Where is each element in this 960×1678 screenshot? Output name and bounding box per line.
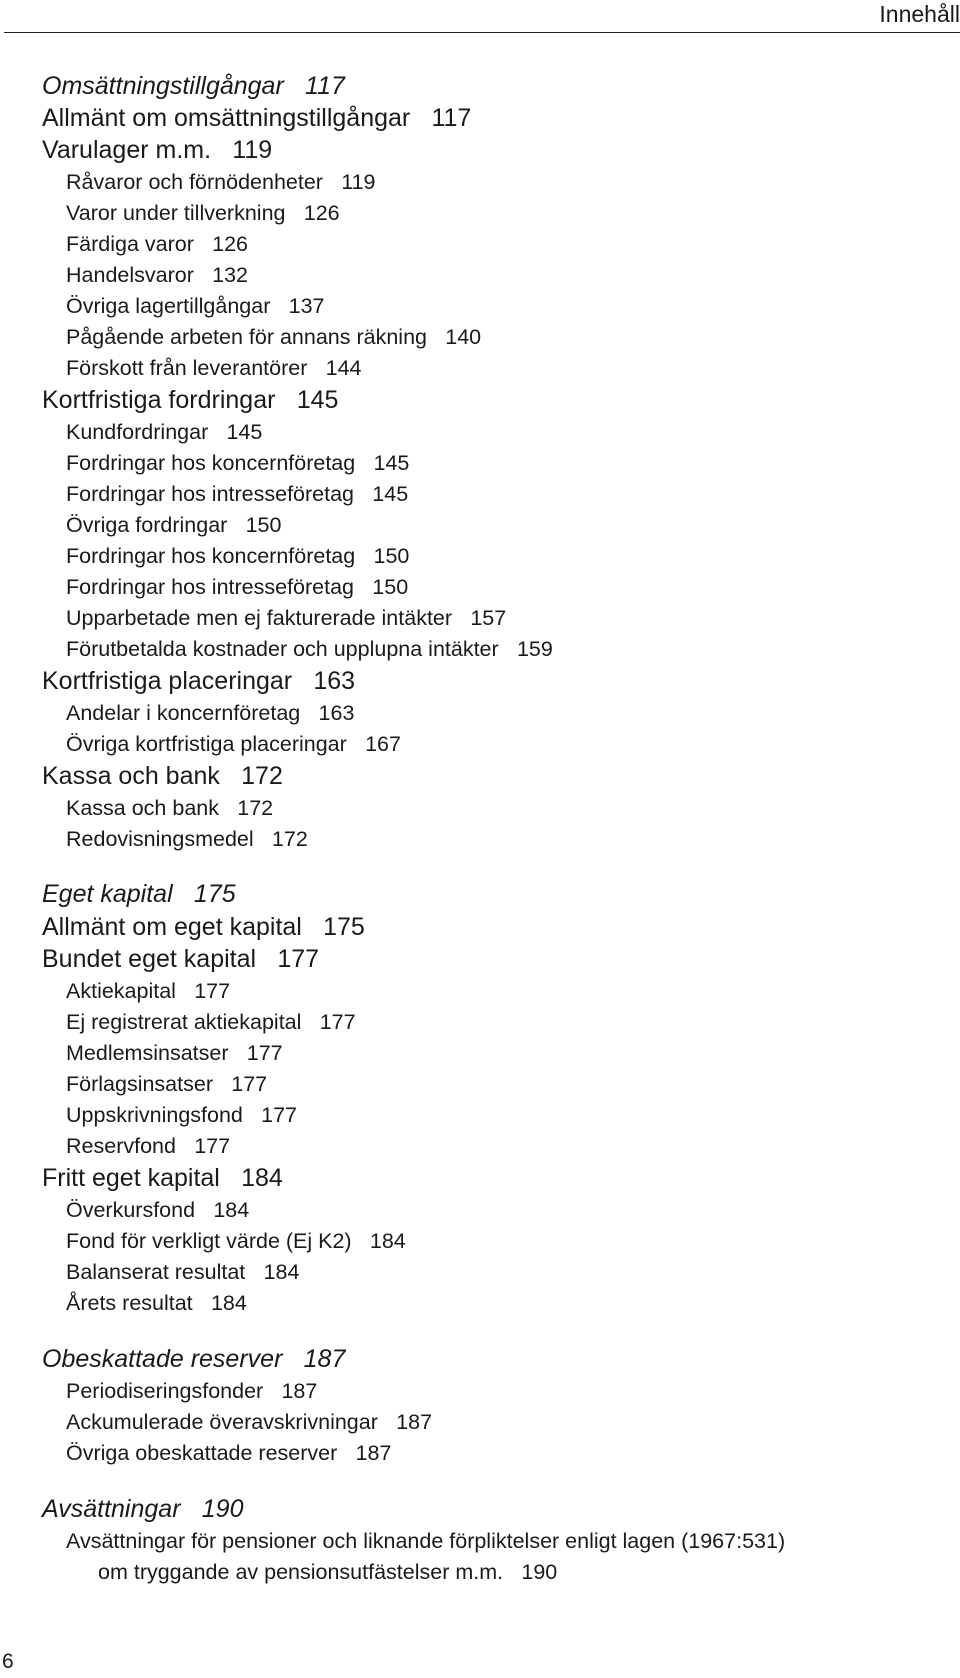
toc-entry-page: 187 bbox=[396, 1410, 433, 1434]
toc-subentry[interactable] bbox=[66, 419, 262, 445]
toc-entry-page: 177 bbox=[319, 1010, 356, 1034]
running-header: Innehåll bbox=[879, 1, 960, 27]
toc-section-heading[interactable] bbox=[42, 71, 345, 101]
toc-subentry[interactable] bbox=[66, 1290, 247, 1316]
toc-entry-page: 190 bbox=[201, 1495, 244, 1523]
toc-subentry[interactable] bbox=[66, 605, 506, 631]
toc-entry-page: 117 bbox=[431, 104, 472, 132]
toc-entry-page: 187 bbox=[303, 1345, 346, 1373]
toc-entry-page: 177 bbox=[194, 1134, 231, 1158]
toc-section-heading[interactable] bbox=[42, 1344, 345, 1374]
toc-entry-title: Kassa och bank bbox=[66, 796, 219, 820]
toc-entry-page: 119 bbox=[341, 170, 376, 194]
toc-entry[interactable] bbox=[42, 761, 283, 791]
header-rule bbox=[4, 32, 960, 33]
toc-entry-page: 177 bbox=[246, 1041, 283, 1065]
toc-section-heading[interactable] bbox=[42, 1494, 243, 1524]
toc-entry-page: 126 bbox=[212, 232, 248, 256]
toc-entry-title: Förskott från leverantörer bbox=[66, 356, 308, 380]
toc-subentry[interactable] bbox=[66, 512, 281, 538]
toc-entry-title: Fritt eget kapital bbox=[42, 1164, 220, 1192]
toc-entry-page: 132 bbox=[212, 263, 249, 287]
toc-subentry[interactable] bbox=[66, 1409, 432, 1435]
toc-entry-title: Balanserat resultat bbox=[66, 1260, 246, 1284]
toc-entry-title: Förlagsinsatser bbox=[66, 1072, 213, 1096]
toc-entry-page: 145 bbox=[372, 482, 409, 506]
toc-subentry[interactable] bbox=[66, 978, 230, 1004]
toc-entry[interactable] bbox=[42, 912, 365, 942]
toc-entry-title: Redovisningsmedel bbox=[66, 827, 254, 851]
toc-subentry[interactable] bbox=[66, 169, 376, 195]
toc-subentry[interactable] bbox=[66, 200, 340, 226]
toc-entry-page: 119 bbox=[232, 136, 273, 164]
toc-entry-page: 150 bbox=[372, 575, 409, 599]
toc-entry-page: 150 bbox=[245, 513, 282, 537]
toc-entry-page: 187 bbox=[355, 1441, 392, 1465]
toc-entry-page: 145 bbox=[296, 386, 339, 414]
toc-entry-title: Periodiseringsfonder bbox=[66, 1379, 264, 1403]
toc-entry-title: Kortfristiga placeringar bbox=[42, 667, 293, 695]
toc-entry-title: Varor under tillverkning bbox=[66, 201, 286, 225]
toc-entry-title: Omsättningstillgångar bbox=[42, 72, 284, 100]
toc-entry[interactable] bbox=[42, 944, 319, 974]
toc-entry-page: 126 bbox=[303, 201, 340, 225]
toc-entry-page: 172 bbox=[241, 762, 283, 790]
toc-entry-title: Handelsvaror bbox=[66, 263, 194, 287]
toc-subentry[interactable] bbox=[66, 1071, 267, 1097]
toc-entry-title: Övriga kortfristiga placeringar bbox=[66, 732, 347, 756]
toc-subentry[interactable] bbox=[66, 355, 362, 381]
toc-entry-page: 167 bbox=[365, 732, 401, 756]
toc-subentry[interactable] bbox=[66, 1259, 299, 1285]
toc-entry-title: Pågående arbeten för annans räkning bbox=[66, 325, 427, 349]
toc-entry-title: Eget kapital bbox=[42, 880, 173, 908]
toc-subentry[interactable] bbox=[66, 1528, 803, 1554]
toc-subentry[interactable] bbox=[66, 700, 354, 726]
toc-entry-title: Övriga fordringar bbox=[66, 513, 228, 537]
toc-entry[interactable] bbox=[42, 666, 355, 696]
toc-entry-title: Kortfristiga fordringar bbox=[42, 386, 276, 414]
toc-entry-page: 190 bbox=[521, 1560, 558, 1584]
toc-entry-title: Allmänt om omsättningstillgångar bbox=[42, 104, 411, 132]
toc-subentry[interactable] bbox=[66, 481, 408, 507]
toc-entry-page: 175 bbox=[323, 913, 365, 941]
toc-entry-title: Aktiekapital bbox=[66, 979, 176, 1003]
toc-entry-page: 117 bbox=[305, 72, 345, 100]
toc-entry-title: Förutbetalda kostnader och upplupna intäkter bbox=[66, 637, 499, 661]
toc-entry-title: Bundet eget kapital bbox=[42, 945, 257, 973]
toc-entry-title: Andelar i koncernföretag bbox=[66, 701, 301, 725]
toc-subentry[interactable] bbox=[66, 293, 325, 319]
toc-entry-page: 157 bbox=[470, 606, 507, 630]
toc-subentry[interactable] bbox=[66, 1102, 297, 1128]
toc-entry-title: Överkursfond bbox=[66, 1198, 196, 1222]
toc-entry-page: 137 bbox=[288, 294, 325, 318]
toc-entry-page: 144 bbox=[325, 356, 362, 380]
toc-entry-title: Reservfond bbox=[66, 1134, 176, 1158]
toc-entry-title: Medlemsinsatser bbox=[66, 1041, 229, 1065]
toc-subentry[interactable] bbox=[66, 1440, 391, 1466]
toc-entry-title: Fordringar hos koncernföretag bbox=[66, 451, 356, 475]
toc-entry[interactable] bbox=[42, 385, 338, 415]
toc-subentry[interactable] bbox=[66, 574, 408, 600]
toc-entry-page: 145 bbox=[373, 451, 410, 475]
toc-entry-title: Avsättningar bbox=[42, 1495, 181, 1523]
toc-subentry[interactable] bbox=[98, 1559, 557, 1585]
toc-subentry[interactable] bbox=[66, 1009, 356, 1035]
toc-subentry[interactable] bbox=[66, 543, 409, 569]
toc-entry-title: Övriga obeskattade reserver bbox=[66, 1441, 338, 1465]
toc-entry-title: Obeskattade reserver bbox=[42, 1345, 283, 1373]
toc-entry-title: Fordringar hos koncernföretag bbox=[66, 544, 356, 568]
toc-entry-title: Fordringar hos intresseföretag bbox=[66, 575, 355, 599]
toc-entry-page: 150 bbox=[373, 544, 410, 568]
toc-subentry[interactable] bbox=[66, 795, 273, 821]
toc-entry-title: Allmänt om eget kapital bbox=[42, 913, 302, 941]
toc-entry-title: Avsättningar för pensioner och liknande förpliktelser enligt lagen (1967:531) bbox=[66, 1529, 786, 1553]
toc-entry-page: 175 bbox=[193, 880, 236, 908]
toc-entry-page: 184 bbox=[369, 1229, 406, 1253]
toc-subentry[interactable] bbox=[66, 450, 409, 476]
toc-entry-title: Varulager m.m. bbox=[42, 136, 212, 164]
toc-entry-page: 163 bbox=[318, 701, 355, 725]
toc-entry-title: Ej registrerat aktiekapital bbox=[66, 1010, 302, 1034]
toc-entry-title: om tryggande av pensionsutfästelser m.m. bbox=[98, 1560, 504, 1584]
toc-subentry[interactable] bbox=[66, 731, 401, 757]
toc-entry-title: Fordringar hos intresseföretag bbox=[66, 482, 355, 506]
toc-entry-page: 172 bbox=[271, 827, 308, 851]
toc-entry-title: Färdiga varor bbox=[66, 232, 194, 256]
toc-entry[interactable] bbox=[42, 135, 272, 165]
toc-entry-title: Ackumulerade överavskrivningar bbox=[66, 1410, 378, 1434]
toc-entry[interactable] bbox=[42, 103, 471, 133]
toc-subentry[interactable] bbox=[66, 636, 553, 662]
toc-entry[interactable] bbox=[42, 1163, 283, 1193]
toc-subentry[interactable] bbox=[66, 262, 248, 288]
toc-entry-page: 140 bbox=[445, 325, 482, 349]
toc-subentry[interactable] bbox=[66, 826, 308, 852]
toc-entry-title: Kundfordringar bbox=[66, 420, 209, 444]
toc-subentry[interactable] bbox=[66, 1133, 230, 1159]
toc-entry-title: Fond för verkligt värde (Ej K2) bbox=[66, 1229, 352, 1253]
toc-subentry[interactable] bbox=[66, 324, 481, 350]
toc-entry-page: 177 bbox=[277, 945, 320, 973]
toc-entry-page: 184 bbox=[210, 1291, 247, 1315]
toc-entry-title: Årets resultat bbox=[66, 1291, 193, 1315]
toc-entry-page: 187 bbox=[281, 1379, 318, 1403]
toc-section-heading[interactable] bbox=[42, 879, 236, 909]
toc-subentry[interactable] bbox=[66, 1228, 406, 1254]
toc-entry-page: 163 bbox=[313, 667, 356, 695]
toc-entry-page: 184 bbox=[263, 1260, 300, 1284]
page-number: 6 bbox=[2, 1650, 14, 1673]
toc-entry-page: 159 bbox=[516, 637, 553, 661]
toc-subentry[interactable] bbox=[66, 1197, 249, 1223]
toc-entry-page: 172 bbox=[237, 796, 274, 820]
toc-entry-title: Kassa och bank bbox=[42, 762, 220, 790]
toc-subentry[interactable] bbox=[66, 1040, 283, 1066]
toc-subentry[interactable] bbox=[66, 231, 248, 257]
toc-entry-page: 177 bbox=[261, 1103, 298, 1127]
toc-subentry[interactable] bbox=[66, 1378, 317, 1404]
toc-entry-page: 177 bbox=[231, 1072, 268, 1096]
toc-entry-page: 184 bbox=[241, 1164, 283, 1192]
toc-entry-title: Upparbetade men ej fakturerade intäkter bbox=[66, 606, 453, 630]
toc-entry-page: 184 bbox=[213, 1198, 250, 1222]
toc-entry-title: Råvaror och förnödenheter bbox=[66, 170, 323, 194]
toc-entry-title: Uppskrivningsfond bbox=[66, 1103, 243, 1127]
toc-entry-page: 145 bbox=[226, 420, 263, 444]
toc-entry-title: Övriga lagertillgångar bbox=[66, 294, 271, 318]
toc-entry-page: 177 bbox=[194, 979, 231, 1003]
